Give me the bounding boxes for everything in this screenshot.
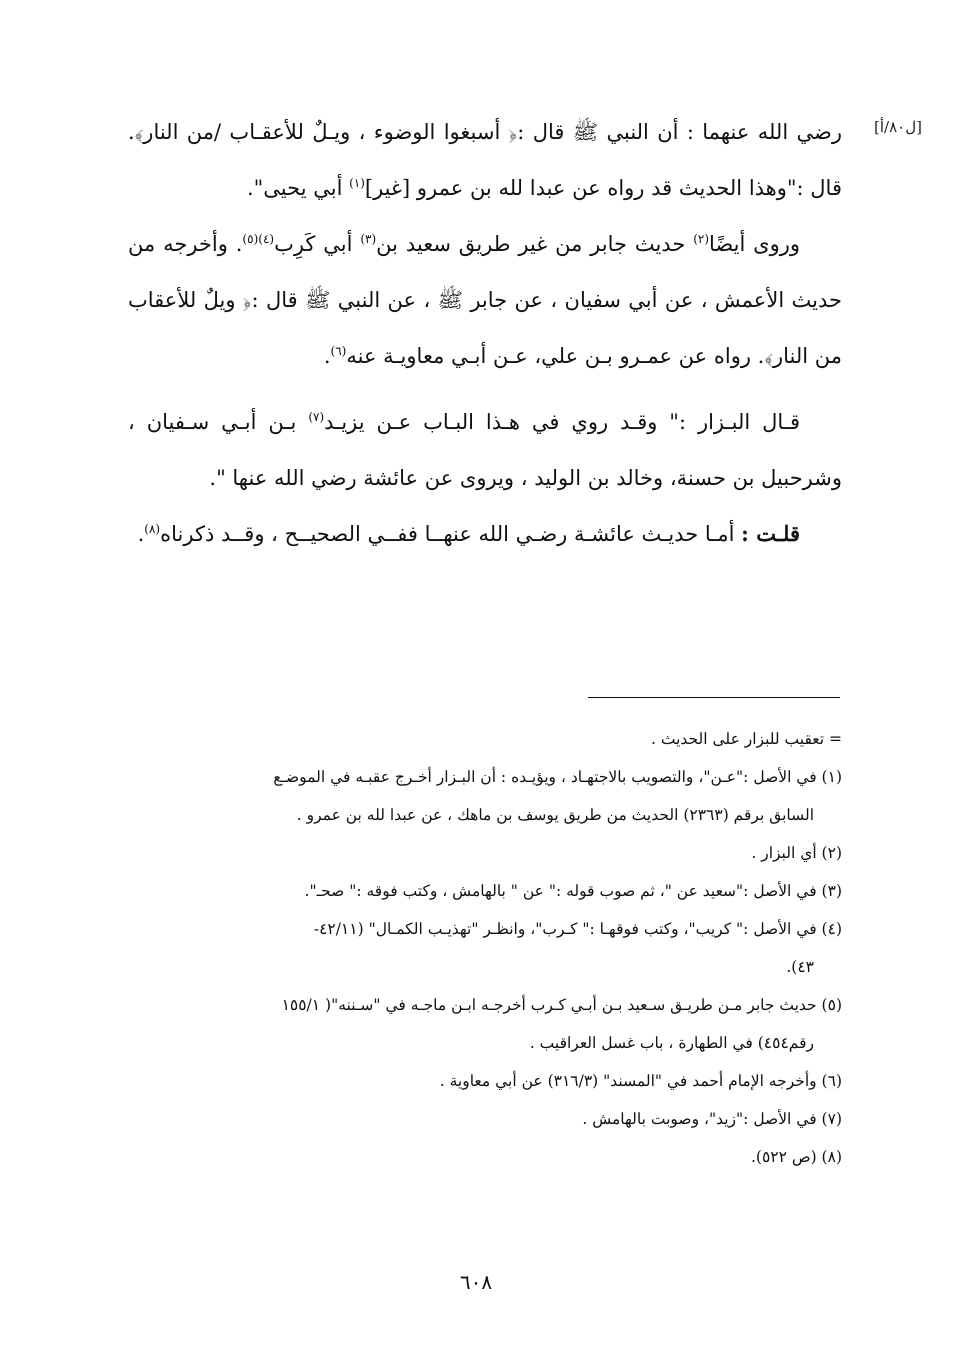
footnote-6: (٦) وأخرجه الإمام أحمد في "المسند" (٣١٦/٣) عن أبي معاوية .	[439, 1072, 842, 1090]
footnote-ref-3[interactable]: (٣)	[360, 232, 377, 246]
paragraph-2-text-b: حديث جابر من غير طريق سعيد بن	[376, 232, 694, 256]
paragraph-4-text: أمـا حديـث عائشـة رضـي الله عنهــا ففــي الصحيــح ، وقــد ذكرناه	[160, 522, 742, 546]
paragraph-3	[128, 394, 842, 506]
paragraph-1	[128, 104, 842, 216]
paragraph-2-end: .	[323, 344, 331, 368]
paragraph-3-text-a: قـال البـزار :" وقـد روي في هـذا البـاب عـن يزيـد	[324, 410, 801, 434]
footnote-continuation: = تعقيب للبزار على الحديث .	[651, 730, 842, 748]
footnote-ref-7[interactable]: (٧)	[308, 410, 325, 424]
footnote-5: (٥) حديث جابر مـن طريـق سـعيد بـن أبـي كـرب أخرجـه ابـن ماجـه في "سـننه"( ١٥٥/١	[281, 996, 842, 1014]
footnote-2: (٢) أي البزار .	[751, 844, 842, 862]
paragraph-2	[128, 216, 842, 384]
manuscript-folio-marker: [ل٨٠/أ]	[874, 118, 922, 136]
main-text	[128, 104, 842, 562]
paragraph-3-text-b: بـن أبـي سـفيان ، وشرحبيل بن حسنة، وخالد بن الوليد ، ويروى عن عائشة رضي الله عنها ".	[128, 410, 842, 490]
footnote-ref-8[interactable]: (٨)	[144, 522, 161, 536]
qult-label: قلـت :	[741, 521, 800, 546]
footnote-4-continuation: ٤٣).	[786, 958, 814, 976]
paragraph-1-tail: أبي يحيى".	[246, 176, 350, 200]
footnote-1-continuation: السابق برقم (٢٣٦٣) الحديث من طريق يوسف بن ماهك ، عن عبدا لله بن عمرو .	[296, 806, 814, 824]
footnote-5-continuation: رقم٤٥٤) في الطهارة ، باب غسل العراقيب .	[529, 1034, 814, 1052]
paragraph-2-text-d: . وأخرجه من حديث الأعمش ، عن أبي سفيان ، عن جابر ﷺ ، عن النبي ﷺ قال :﴿ ويلٌ للأعقاب من النار﴾. رواه عن عمـرو بـن علي، عـن أبـي معاويـة عنه	[128, 232, 842, 368]
paragraph-4	[128, 506, 842, 562]
footnote-ref-1[interactable]: (١)	[349, 176, 365, 190]
footnote-3: (٣) في الأصل :"سعيد عن "، ثم صوب قوله :" عن " بالهامش ، وكتب فوقه :" صحـ".	[304, 882, 842, 900]
paragraph-2-text-c: أبي كَرِب	[274, 232, 361, 256]
footnote-ref-2[interactable]: (٢)	[693, 232, 710, 246]
footnote-ref-4-5[interactable]: (٤)(٥)	[242, 232, 275, 246]
footnote-8: (٨) (ص ٥٢٢).	[750, 1148, 842, 1166]
footnote-ref-6[interactable]: (٦)	[330, 344, 347, 358]
paragraph-1-text: رضي الله عنهما : أن النبي ﷺ قال :﴿ أسبغوا الوضوء ، ويـلٌ للأعقـاب /من النار﴾. قال :"وهذا الحديث قد رواه عن عبدا لله بن عمرو [غير]	[128, 120, 842, 200]
paragraph-2-text-a: وروى أيضًا	[709, 232, 801, 256]
footnotes	[128, 720, 842, 1176]
paragraph-4-end: .	[137, 522, 145, 546]
page-number: ٦٠٨	[459, 1270, 493, 1294]
footnote-divider	[588, 697, 840, 698]
footnote-7: (٧) في الأصل :"زيد"، وصوبت بالهامش .	[582, 1110, 842, 1128]
footnote-4: (٤) في الأصل :" كريب"، وكتب فوقهـا :" كـرب"، وانظـر "تهذيـب الكمـال" (٤٢/١١-	[313, 920, 842, 938]
footnote-1: (١) في الأصل :"عـن"، والتصويب بالاجتهـاد ، ويؤيـده : أن البـزار أخـرج عقبـه في الموضـع	[273, 768, 842, 786]
